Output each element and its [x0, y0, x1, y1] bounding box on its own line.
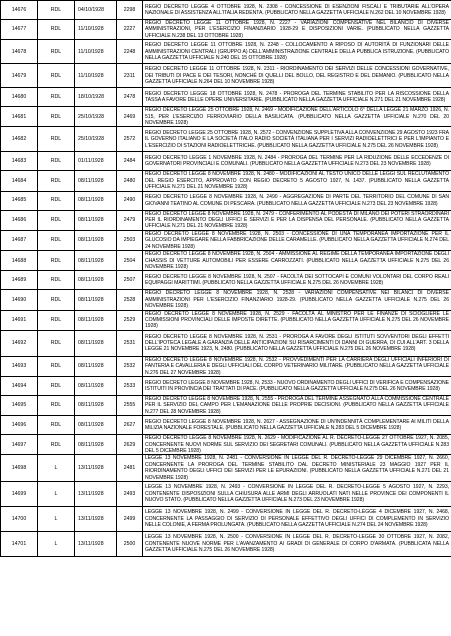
act-date: 08/11/1928 — [75, 310, 117, 330]
entry-number: 14695 — [1, 395, 38, 415]
act-description: LEGGE 13 NOVEMBRE 1928, N. 2499 - CONVERSIONE IN LEGGE DEL R. DECRETO-LEGGE 4 DICEMBRE 1927, N. 2468, CONCERNENTE LA PASSAGGIO DI SERVIZIO DI PERSONALE EFFETTIVO DEGLI UFFICI DI COMPLEMENTO IN SERVIZIO NELLE COLONIE, A FERMA PROLUNGATA. (PUBBLICATO NELLA GAZZETTA UFFICIALE N.274 DEL 24 NOVEMBRE 1928) — [143, 507, 451, 532]
act-description: REGIO DECRETO LEGGE 8 NOVEMBRE 1928, N. 2532 - PROVVEDIMENTI PER LA CARRIERA DEGLI UFFICIALI INFERIORI DI FANTERIA E CAVALLERIA E DEGLI UFFICIALI DEL CORPO VETERINARIO MILITARE. (PUBBLICATO NELLA GAZZETTA UFFICIALE N.276 DEL 27 NOVEMBRE 1928) — [143, 356, 451, 376]
entry-number: 14686 — [1, 210, 38, 230]
table-row — [1, 171, 451, 191]
act-number: 2500 — [117, 532, 143, 557]
table-row — [1, 64, 451, 88]
act-number: 2478 — [117, 88, 143, 107]
entry-number: 14697 — [1, 435, 38, 455]
entry-number: 14688 — [1, 251, 38, 271]
act-type: RDL — [38, 210, 75, 230]
act-date: 08/11/1928 — [75, 171, 117, 191]
act-type: RDL — [38, 290, 75, 310]
act-type: RDL — [38, 40, 75, 64]
entry-number: 14687 — [1, 230, 38, 250]
act-type: RDL — [38, 107, 75, 127]
act-type: RDL — [38, 356, 75, 376]
entry-number: 14698 — [1, 455, 38, 482]
table-row — [1, 532, 451, 557]
act-number: 2499 — [117, 507, 143, 532]
act-type: L — [38, 455, 75, 482]
act-date: 11/10/1928 — [75, 20, 117, 40]
act-description: REGIO DECRETO LEGGE 8 NOVEMBRE 1928, N. 2503 - CONCESSIONE DI UNA TEMPORANEA IMPORTAZIONE PER IL GLUCOSIO DA IMPIEGARE NELLA FABBRICAZIONE DELLE CARAMELLE. (PUBBLICATO NELLA GAZZETTA UFFICIALE N.274 DEL 24 NOVEMBRE 1928) — [143, 230, 451, 250]
act-number: 2484 — [117, 152, 143, 171]
entry-number: 14691 — [1, 310, 38, 330]
act-date: 08/11/1928 — [75, 210, 117, 230]
act-type: RDL — [38, 271, 75, 290]
act-number: 2528 — [117, 290, 143, 310]
act-type: RDL — [38, 171, 75, 191]
table-row — [1, 435, 451, 455]
entry-number: 14692 — [1, 330, 38, 356]
act-description: REGIO DECRETO LEGGE 8 NOVEMBRE 1928, N. 2479 - CONFERIMENTO AL PODESTÀ DI MILANO DEI POTERI STRAORDINARI PER IL RIORDINAMENTO DEGLI UFFICI E SERVIZI E PER LA DISPENSA DEL PERSONALE. (PUBBLICATO NELLA GAZZETTA UFFICIALE N.271 DEL 21 NOVEMBRE 1928) — [143, 210, 451, 230]
act-date: 18/10/1928 — [75, 88, 117, 107]
table-row — [1, 40, 451, 64]
act-date: 08/11/1928 — [75, 376, 117, 395]
act-date: 08/11/1928 — [75, 230, 117, 250]
act-date: 08/11/1928 — [75, 191, 117, 210]
act-date: 25/10/1928 — [75, 107, 117, 127]
act-number: 2311 — [117, 64, 143, 88]
act-number: 2504 — [117, 251, 143, 271]
act-number: 2479 — [117, 210, 143, 230]
entry-number: 14700 — [1, 507, 38, 532]
act-type: RDL — [38, 330, 75, 356]
act-description: REGIO DECRETO LEGGE 8 NOVEMBRE 1928, N. 2529 - FACOLTÀ AL MINISTRO PER LE FINANZE DI SCIOGLIERE LE COMMISSIONI PROVINCIALI DELLE IMPOSTE DIRETTE. (PUBBLICATO NELLA GAZZETTA UFFICIALE N.275 DEL 26 NOVEMBRE 1928) — [143, 310, 451, 330]
act-date: 08/11/1928 — [75, 356, 117, 376]
act-description: REGIO DECRETO LEGGE 8 NOVEMBRE 1928, N. 2533 - NUOVO ORDINAMENTO DEGLI UFFICI DI VERIFICA E COMPENSAZIONE ISTITUITI IN PROVINCIA DEI TRATTATI DI PACE. (PUBBLICATO NELLA GAZZETTA UFFICIALE N.275 DEL 26 NOVEMBRE 1928) — [143, 376, 451, 395]
table-row — [1, 20, 451, 40]
act-number: 2480 — [117, 171, 143, 191]
act-description: REGIO DECRETO LEGGE 8 NOVEMBRE 1928, N. 2490 - AGGREGAZIONE DI PARTE DEL TERRITORIO DEL COMUNE DI SAN GIOVANNI TEATINO AL COMUNE DI PESCARA. (PUBBLICATO NELLA GAZZETTA UFFICIALE N.273 DEL 23 NOVEMBRE 1928) — [143, 191, 451, 210]
entry-number: 14682 — [1, 127, 38, 152]
act-type: L — [38, 482, 75, 507]
table-row — [1, 455, 451, 482]
table-row — [1, 416, 451, 435]
act-description: REGIO DECRETO LEGGE 8 NOVEMBRE 1928, N. 2555 - PROROGA DEL TERMINE ASSEGNATO ALLA COMMISSIONE CENTRALE PER IL SERVIZIO DEL CAMPO PER L'EMANAZIONE DELLE PROPRIE DECISIONI. (PUBBLICATO NELLA GAZZETTA UFFICIALE N.277 DEL 28 NOVEMBRE 1928) — [143, 395, 451, 415]
act-description: LEGGE 13 NOVEMBRE 1928, N. 2481 - CONVERSIONE IN LEGGE DEL R. DECRETO-LEGGE 29 DICEMBRE 1927, N. 2660, CONCERNENTE LA PROROGA DEL TERMINE STABILITO DAL DECRETO MINISTERIALE 23 MAGGIO 1927 PER IL RIORDINAMENTO DEGLI UFFICI DEI SERVIZI PER LE EPURAZIONI. (PUBBLICATO NELLA GAZZETTA UFFICIALE N.271 DEL 21 NOVEMBRE 1928) — [143, 455, 451, 482]
act-type: RDL — [38, 127, 75, 152]
act-description: REGIO DECRETO LEGGE 8 NOVEMBRE 1928, N. 2480 - MODIFICAZIONI AL TESTO UNICO DELLE LEGGI SUL RECLUTAMENTO DEL REGIO ESERCITO, APPROVATO CON REGIO DECRETO 5 AGOSTO 1927, N. 1437. (PUBBLICATO NELLA GAZZETTA UFFICIALE N.271 DEL 21 NOVEMBRE 1928) — [143, 171, 451, 191]
entry-number: 14679 — [1, 64, 38, 88]
act-number: 2227 — [117, 20, 143, 40]
act-number: 2503 — [117, 230, 143, 250]
act-date: 08/11/1928 — [75, 271, 117, 290]
act-date: 08/11/1928 — [75, 330, 117, 356]
act-date: 08/11/1928 — [75, 416, 117, 435]
entry-number: 14701 — [1, 532, 38, 557]
act-number: 2533 — [117, 376, 143, 395]
act-description: REGIO DECRETO LEGGE 18 OTTOBRE 1928, N. 2478 - PROROGA DEL TERMINE STABILITO PER LA RISCOSSIONE DELLA TASSA A FAVORE DELLE OPERE UNIVERSITARIE. (PUBBLICATO NELLA GAZZETTA UFFICIALE N.271 DEL 21 NOVEMBRE 1928) — [143, 88, 451, 107]
entry-number: 14696 — [1, 416, 38, 435]
entry-number: 14677 — [1, 20, 38, 40]
act-description: REGIO DECRETO LEGGE 25 OTTOBRE 1928, N. 2572 - CONVENZIONE SUPPLETIVA ALLA CONVENZIONE 29 AGOSTO 1923 FRA IL GOVERNO ITALIANO E LA SOCIETÀ ITALO RADIO SOCIETÀ ITALIANA PER I SERVIZI RADIOELETTRICI E PER L'IMPIANTO E L'ESERCIZIO DI STAZIONI RADIOELETTRICHE. (PUBBLICATO NELLA GAZZETTA UFFICIALE N.275 DEL 26 NOVEMBRE 1928) — [143, 127, 451, 152]
entry-number: 14678 — [1, 40, 38, 64]
table-row — [1, 191, 451, 210]
act-date: 13/11/1928 — [75, 532, 117, 557]
table-row — [1, 376, 451, 395]
act-description: REGIO DECRETO LEGGE 8 NOVEMBRE 1928, N. 2627 - ASSEGNAZIONE DI UN'INDENNITÀ COMPLEMENTARE AI MILITI DELLA MILIZIA NAZIONALE FORESTALE. (PUBBLICATO NELLA GAZZETTA UFFICIALE N.283 DEL 5 DICEMBRE 1928) — [143, 416, 451, 435]
act-description: REGIO DECRETO LEGGE 11 OTTOBRE 1928, N. 2248 - COLLOCAMENTO A RIPOSO DI AUTORITÀ DI FUNZIONARI DELLE AMMINISTRAZIONI CENTRALI (GRUPPO A) DELL'AMMINISTRAZIONE CENTRALE DELLA PUBBLICA ISTRUZIONE. (PUBBLICATO NELLA GAZZETTA UFFICIALE N.240 DEL 15 OTTOBRE 1928) — [143, 40, 451, 64]
act-number: 2531 — [117, 330, 143, 356]
act-description: REGIO DECRETO LEGGE 25 OTTOBRE 1928, N. 2469 - MODIFICAZIONE DELL'ARTICOLO 6° DELLA LEGGE 21 MARZO 1926, N. 515, PER L'ESERCIZIO FERROVIARIO DELLA BASILICATA. (PUBBLICATO NELLA GAZZETTA UFFICIALE N.270 DEL 20 NOVEMBRE 1928) — [143, 107, 451, 127]
act-type: RDL — [38, 88, 75, 107]
act-type: RDL — [38, 20, 75, 40]
act-type: L — [38, 507, 75, 532]
act-type: RDL — [38, 1, 75, 20]
act-description: LEGGE 13 NOVEMBRE 1928, N. 2500 - CONVERSIONE IN LEGGE DEL R. DECRETO-LEGGE 30 OTTOBRE 1927, N. 2082, CONTENENTE NUOVE NORME PER L'AVANZAMENTO AI GRADI DI GENERALE DI CORPO D'ARMATA. (PUBBLICATA NELLA GAZZETTA UFFICIALE N.275 DEL 26 NOVEMBRE 1928) — [143, 532, 451, 557]
act-date: 08/11/1928 — [75, 290, 117, 310]
act-date: 11/10/1928 — [75, 40, 117, 64]
entry-number: 14676 — [1, 1, 38, 20]
entry-number: 14693 — [1, 356, 38, 376]
act-date: 08/11/1928 — [75, 435, 117, 455]
act-date: 08/11/1928 — [75, 395, 117, 415]
entry-number: 14690 — [1, 290, 38, 310]
table-row — [1, 230, 451, 250]
act-type: RDL — [38, 435, 75, 455]
act-number: 2572 — [117, 127, 143, 152]
act-type: RDL — [38, 251, 75, 271]
table-row — [1, 290, 451, 310]
act-description: LEGGE 13 NOVEMBRE 1928, N. 2493 - CONVERSIONE IN LEGGE DEL R. DECRETO-LEGGE 5 AGOSTO 1927, N. 2293, CONTENENTE DISPOSIZIONI SULLA CHIUSURA ALLE ARMI DEGLI ARRUOLATI NATI NELLE PROVINCE DEI COMPONENTI IL NUOVO STATO. (PUBBLICATO NELLA GAZZETTA UFFICIALE N.273 DEL 23 NOVEMBRE 1928) — [143, 482, 451, 507]
table-row — [1, 356, 451, 376]
act-description: REGIO DECRETO LEGGE 11 OTTOBRE 1928, N. 2227 - VARIAZIONI COMPENSATIVE NEL BILANCIO DI DIVERSE AMMINISTRAZIONI, PER L'ESERCIZIO FINANZIARIO 1928-29 E DISPOSIZIONI VARIE. (PUBBLICATO NELLA GAZZETTA UFFICIALE N.238 DEL 13 OTTOBRE 1928) — [143, 20, 451, 40]
act-date: 25/10/1928 — [75, 127, 117, 152]
act-type: RDL — [38, 310, 75, 330]
entry-number: 14681 — [1, 107, 38, 127]
table-row — [1, 330, 451, 356]
act-number: 2532 — [117, 356, 143, 376]
act-number: 2507 — [117, 271, 143, 290]
act-number: 2493 — [117, 482, 143, 507]
act-date: 01/11/1928 — [75, 152, 117, 171]
act-description: REGIO DECRETO LEGGE 8 NOVEMBRE 1928, N. 2531 - PROROGA A FAVORE DEGLI ISTITUTI SOVVENTORI DEGLI EFFETTI DELL'IPOTECA LEGALE A GARANZIA DELLE ANTICIPAZIONI SU RISARCIMENTI DI DANNI DI GUERRA, DI CUI ALL'ART. 3 DELLA LEGGE 21 NOVEMBRE 1923, N. 2480. (PUBBLICATO NELLA GAZZETTA UFFICIALE N.275 DEL 26 NOVEMBRE 1928) — [143, 330, 451, 356]
act-description: REGIO DECRETO LEGGE 8 NOVEMBRE 1928, N. 2504 - AMMISSIONE AL REGIME DELLA TEMPORANEA IMPORTAZIONE DEGLI CHASSIS DI VETTURE AUTOMOBILI PER ESSERE CARROZZATI. (PUBBLICATO NELLA GAZZETTA UFFICIALE N.275 DEL 26 NOVEMBRE 1928) — [143, 251, 451, 271]
act-description: REGIO DECRETO LEGGE 8 NOVEMBRE 1928, N. 2507 - FACOLTÀ DEI SOTTOCAPI E COMUNI VOLONTARI DEL CORPO REALI EQUIPAGGI MARITTIMI. (PUBBLICATO NELLA GAZZETTA UFFICIALE N.275 DEL 26 NOVEMBRE 1928) — [143, 271, 451, 290]
act-date: 13/11/1928 — [75, 507, 117, 532]
table-row — [1, 127, 451, 152]
act-number: 2469 — [117, 107, 143, 127]
entry-number: 14680 — [1, 88, 38, 107]
act-number: 2481 — [117, 455, 143, 482]
act-date: 08/11/1928 — [75, 251, 117, 271]
entry-number: 14694 — [1, 376, 38, 395]
table-row — [1, 507, 451, 532]
act-type: L — [38, 532, 75, 557]
entry-number: 14685 — [1, 191, 38, 210]
act-type: RDL — [38, 191, 75, 210]
act-type: RDL — [38, 376, 75, 395]
act-number: 2629 — [117, 435, 143, 455]
act-type: RDL — [38, 152, 75, 171]
act-description: REGIO DECRETO LEGGE 11 OTTOBRE 1928, N. 2311 - RIORDINAMENTO DEI SERVIZI DELLE CONCESSIONI GOVERNATIVE, DEI TRIBUTI DI PACE E DEI TESORI, NONCHÉ DI QUELLI DEL BOLLO, DEL REGISTRO E DEL DEMANIO. (PUBBLICATO NELLA GAZZETTA UFFICIALE N.264 DEL 10 NOVEMBRE 1928) — [143, 64, 451, 88]
act-number: 2248 — [117, 40, 143, 64]
act-number: 2529 — [117, 310, 143, 330]
table-row — [1, 271, 451, 290]
table-row — [1, 88, 451, 107]
act-date: 11/10/1928 — [75, 64, 117, 88]
act-description: REGIO DECRETO LEGGE 1 NOVEMBRE 1928, N. 2484 - PROROGA DEL TERMINE PER LA RIDUZIONE DELLE ECCEDENZE DI GOVERNATORI PROVINCIALI E COMUNALI. (PUBBLICATO NELLA GAZZETTA UFFICIALE N.273 DEL 23 NOVEMBRE 1928) — [143, 152, 451, 171]
act-date: 13/11/1928 — [75, 482, 117, 507]
act-number: 2555 — [117, 395, 143, 415]
act-type: RDL — [38, 230, 75, 250]
act-type: RDL — [38, 395, 75, 415]
act-type: RDL — [38, 64, 75, 88]
act-date: 04/10/1928 — [75, 1, 117, 20]
table-row — [1, 251, 451, 271]
act-description: REGIO DECRETO LEGGE 8 NOVEMBRE 1928, N. 2629 - MODIFICAZIONE AL R. DECRETO-LEGGE 27 OTTOBRE 1927, N. 2085, CONCERNENTE NUOVI NORME SUL SERVIZIO DEI SEGRETARI COMUNALI. (PUBBLICATO NELLA GAZZETTA UFFICIALE N.283 DEL 5 DICEMBRE 1928) — [143, 435, 451, 455]
table-row — [1, 310, 451, 330]
table-row — [1, 482, 451, 507]
entry-number: 14684 — [1, 171, 38, 191]
act-description: REGIO DECRETO LEGGE 8 NOVEMBRE 1928, N. 2528 - VARIAZIONI COMPENSATIVE NEI BILANCI DI DIVERSE AMMINISTRAZIONI PER L'ESERCIZIO FINANZIARIO 1928-29. (PUBBLICATO NELLA GAZZETTA UFFICIALE N.275 DEL 26 NOVEMBRE 1928) — [143, 290, 451, 310]
act-number: 2627 — [117, 416, 143, 435]
register-body — [1, 1, 451, 557]
entry-number: 14699 — [1, 482, 38, 507]
act-number: 2298 — [117, 1, 143, 20]
act-type: RDL — [38, 416, 75, 435]
act-number: 2490 — [117, 191, 143, 210]
table-row — [1, 395, 451, 415]
entry-number: 14689 — [1, 271, 38, 290]
entry-number: 14683 — [1, 152, 38, 171]
act-description: REGIO DECRETO LEGGE 4 OTTOBRE 1928, N. 2308 - CONCESSIONE DI ESENZIONI FISCALI E TRIBUTARIE ALL'OPERA NAZIONALE DI ASSISTENZA ALL'ITALIA REDENTA. (PUBBLICATO NELLA GAZZETTA UFFICIALE N.262 DEL 10 NOVEMBRE 1928) — [143, 1, 451, 20]
table-row — [1, 107, 451, 127]
act-date: 13/11/1928 — [75, 455, 117, 482]
table-row — [1, 152, 451, 171]
table-row — [1, 210, 451, 230]
table-row — [1, 1, 451, 20]
